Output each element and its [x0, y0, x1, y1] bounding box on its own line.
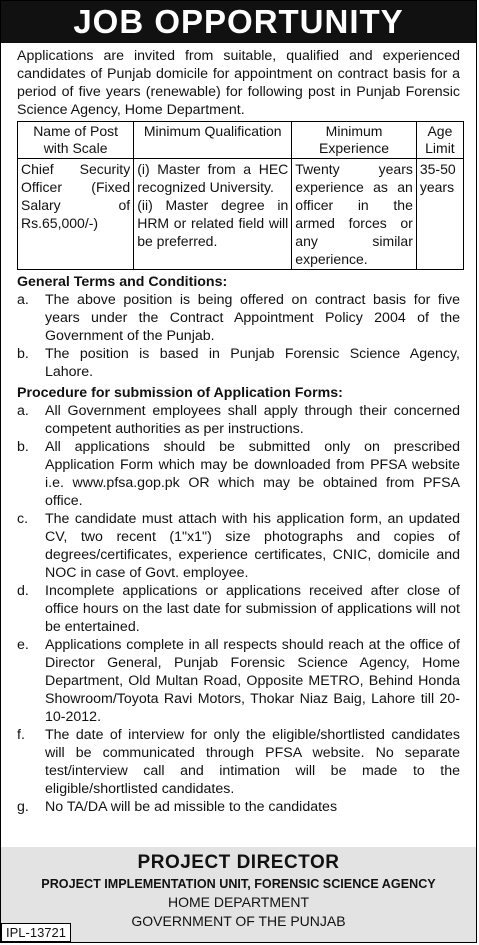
list-item [1, 345, 476, 381]
item-text: The above position is being offered on contract basis for five years under the Contract Appointment Policy 2004 of the Government of the Punjab. [45, 292, 460, 344]
item-text: The position is based in Punjab Forensic Science Agency, Lahore. [45, 346, 460, 380]
footer-department: HOME DEPARTMENT [167, 894, 310, 910]
item-marker: a. [17, 403, 29, 419]
col-header-post: Name of Post with Scale [18, 122, 134, 159]
item-marker: c. [17, 511, 29, 527]
procedure-list [1, 402, 476, 816]
list-item [1, 438, 476, 510]
col-header-qualification: Minimum Qualification [134, 122, 292, 159]
item-marker: b. [17, 346, 29, 362]
ad-footer [1, 847, 476, 942]
post-table [17, 121, 464, 270]
general-terms-list [1, 291, 476, 381]
list-item [1, 636, 476, 726]
item-marker: e. [17, 637, 29, 653]
ad-header [1, 1, 476, 43]
item-text: The date of interview for only the eligible/shortlisted candidates will be communicated through PFSA website. No separate test/interview call and intimation will be made to the eligible/shortlisted candidates. [45, 727, 460, 797]
list-item [1, 726, 476, 798]
list-item [1, 582, 476, 636]
intro-paragraph: Applications are invited from suitable, qualified and experienced candidates of Punjab domicile for appointment on contract basis for a period of five years (renewable) for following post in Punjab Forensic Science Agency, Home Department. [17, 48, 460, 118]
col-header-age: Age Limit [416, 122, 463, 159]
cell-experience: Twenty years experience as an officer in the armed forces or any similar experience. [292, 159, 417, 270]
qualification-2: (ii) Master degree in HRM or related field will be preferred. [137, 197, 289, 249]
list-item [1, 798, 476, 816]
item-text: Applications complete in all respects should reach at the office of Director General, Punjab Forensic Science Agency, Home Department, Old Multan Road, Opposite METRO, Behind Honda Showroom/Toyota Ravi Motors, Thokar Niaz Baig, Lahore till 20-10-2012. [45, 637, 460, 725]
item-text: The candidate must attach with his application form, an updated CV, two recent (1"x1") size photographs and copies of degrees/certificates, experience certificates, CNIC, domicile and NOC in case of Govt. employee. [45, 511, 460, 581]
footer-unit: PROJECT IMPLEMENTATION UNIT, FORENSIC SCIENCE AGENCY [41, 877, 436, 891]
table-row [18, 159, 464, 270]
general-terms-title: General Terms and Conditions: [17, 274, 228, 290]
item-marker: d. [17, 583, 29, 599]
item-marker: g. [17, 799, 29, 815]
footer-title: PROJECT DIRECTOR [137, 852, 340, 873]
item-text: All Government employees shall apply through their concerned competent authorities as per instructions. [45, 403, 460, 437]
list-item [1, 510, 476, 582]
cell-age: 35-50 years [416, 159, 463, 270]
qualification-1: (i) Master from a HEC recognized University. [137, 161, 289, 195]
item-text: All applications should be submitted only on prescribed Application Form which may be downloaded from PFSA website i.e. www.pfsa.gop.pk OR which may be obtained from PFSA office. [45, 439, 460, 509]
item-text: Incomplete applications or applications received after close of office hours on the last date for submission of applications will not be entertained. [45, 583, 460, 635]
ad-reference-number: IPL-13721 [1, 923, 71, 942]
cell-post: Chief Security Officer (Fixed Salary of Rs.65,000/-) [18, 159, 134, 270]
item-text: No TA/DA will be ad missible to the candidates [45, 799, 338, 815]
item-marker: f. [17, 727, 25, 743]
item-marker: a. [17, 292, 29, 308]
list-item [1, 291, 476, 345]
cell-qualification [134, 159, 292, 270]
item-marker: b. [17, 439, 29, 455]
ad-title: JOB OPPORTUNITY [73, 3, 404, 40]
footer-government: GOVERNMENT OF THE PUNJAB [131, 913, 346, 929]
procedure-title: Procedure for submission of Application Forms: [17, 385, 343, 401]
post-table-header-row [18, 122, 464, 159]
col-header-experience: Minimum Experience [292, 122, 417, 159]
list-item [1, 402, 476, 438]
